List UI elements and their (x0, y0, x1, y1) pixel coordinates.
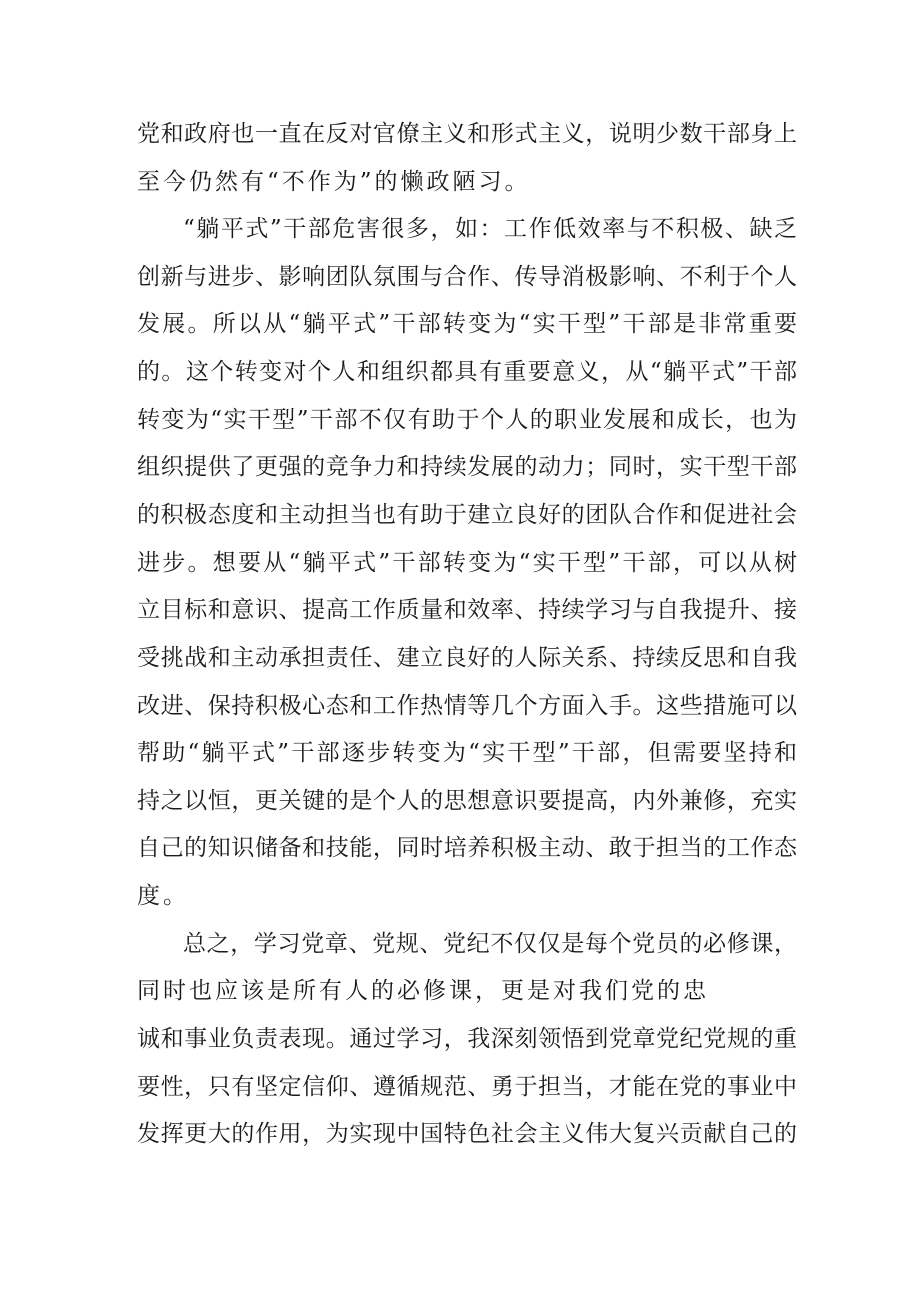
text-line: 组织提供了更强的竞争力和持续发展的动力；同时，实干型干部 (137, 454, 797, 480)
text-line: 帮助“躺平式”干部逐步转变为“实干型”干部，但需要坚持和 (137, 740, 797, 766)
text-line: 进步。想要从“躺平式”干部转变为“实干型”干部，可以从树 (137, 550, 797, 576)
text-line: 同时也应该是所有人的必修课，更是对我们党的忠 (137, 978, 709, 1004)
text-line: 的积极态度和主动担当也有助于建立良好的团队合作和促进社会 (137, 502, 797, 528)
text-line: 改进、保持积极心态和工作热情等几个方面入手。这些措施可以 (137, 693, 797, 719)
text-line: 持之以恒，更关键的是个人的思想意识要提高，内外兼修，充实 (137, 788, 797, 814)
text-line: 党和政府也一直在反对官僚主义和形式主义，说明少数干部身上 (137, 121, 797, 147)
text-line: 创新与进步、影响团队氛围与合作、传导消极影响、不利于个人 (137, 264, 797, 290)
text-line: 诚和事业负责表现。通过学习，我深刻领悟到党章党纪党规的重 (137, 1026, 797, 1052)
text-line: 度。 (137, 883, 189, 909)
text-line: 转变为“实干型”干部不仅有助于个人的职业发展和成长，也为 (137, 407, 797, 433)
text-line: 发展。所以从“躺平式”干部转变为“实干型”干部是非常重要 (137, 311, 797, 337)
text-line: 立目标和意识、提高工作质量和效率、持续学习与自我提升、接 (137, 597, 797, 623)
text-line: 自己的知识储备和技能，同时培养积极主动、敢于担当的工作态 (137, 835, 797, 861)
text-line: 受挑战和主动承担责任、建立良好的人际关系、持续反思和自我 (137, 645, 797, 671)
text-line: 的。这个转变对个人和组织都具有重要意义，从“躺平式”干部 (137, 359, 797, 385)
text-line: 发挥更大的作用，为实现中国特色社会主义伟大复兴贡献自己的 (137, 1121, 797, 1147)
paragraph-first-line: 总之，学习党章、党规、党纪不仅仅是每个党员的必修课， (183, 931, 797, 957)
text-line: 至今仍然有“不作为”的懒政陋习。 (137, 169, 531, 195)
text-line: 要性，只有坚定信仰、遵循规范、勇于担当，才能在党的事业中 (137, 1074, 797, 1100)
paragraph-first-line: “躺平式”干部危害很多，如：工作低效率与不积极、缺乏 (183, 216, 797, 242)
